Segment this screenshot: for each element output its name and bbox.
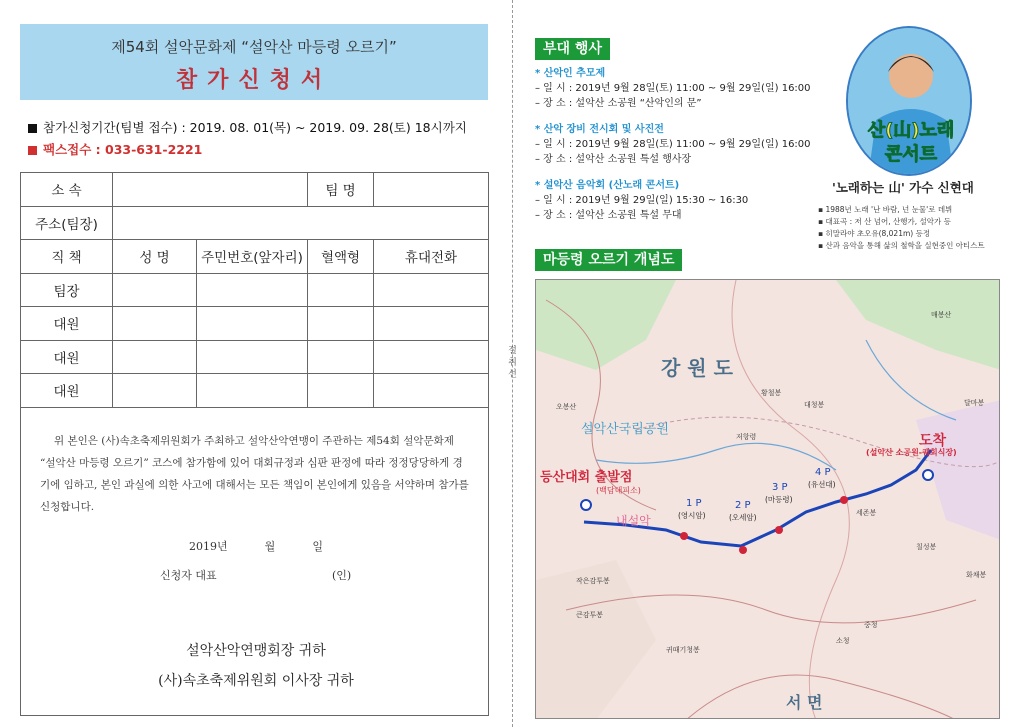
finish-sublabel: (설악산 소공원-퀘회식장) [866,448,957,457]
cp1-sublabel: (영시암) [678,511,706,520]
profile-text: 1988년 노래 '난 바람, 넌 눈물'로 데뷔 [825,205,953,214]
map-header: 마등령 오르기 개념도 [535,249,682,271]
affiliation-label: 소 속 [21,173,113,207]
fold-label: 절 취 선 [506,345,516,378]
peak-label: 소청 [836,637,850,645]
name-field[interactable] [113,273,197,307]
concert-badge-1: 산(山)노래 [867,120,955,141]
peak-label: 달마봉 [964,399,985,407]
finish-marker-icon [923,470,933,480]
team-name-label: 팀 명 [308,173,374,207]
cp3-sublabel: (마등령) [765,495,793,504]
event-time: – 일 시 : 2019년 9월 28일(토) 11:00 ~ 9월 29일(일) 16:00 [535,83,811,94]
table-row [21,340,489,374]
fax-text: 팩스접수 : 033-631-2221 [43,142,203,157]
cp3-label: 3 P [772,482,788,493]
peak-label: 중청 [864,621,878,629]
singer-profile [818,204,985,252]
name-field[interactable] [113,307,197,341]
peak-label: 큰감투봉 [576,611,604,619]
square-bullet-icon [28,146,37,155]
col-blood: 혈액형 [308,240,374,274]
concert-badge-2: 콘서트 [884,144,938,165]
events-header: 부대 행사 [535,38,610,60]
id-field[interactable] [197,374,308,408]
applicant-label: 신청자 대표 [160,569,217,582]
peak-label: 매봉산 [931,311,952,319]
role-cell: 팀장 [21,273,113,307]
table-row [21,374,489,408]
role-cell: 대원 [21,340,113,374]
cp1-label: 1 P [686,498,702,509]
profile-text: 산과 음악을 통해 삶의 철학을 실현중인 아티스트 [825,241,985,250]
role-cell: 대원 [21,374,113,408]
event-title: * 설악산 음악회 (산노래 콘서트) [535,180,680,191]
col-role: 직 책 [21,240,113,274]
peak-label: 세존봉 [856,509,877,517]
pledge-text: 위 본인은 (사)속초축제위원회가 주최하고 설악산악연맹이 주관하는 제54회 설악문화제 “설악산 마등령 오르기” 코스에 참가함에 있어 대회규정과 심판 판정에 따라 정정당당하게 경기에 임하고, 본인 과실에 의한 사고에 대해서는 모든 책임이 본인에게 있음을 서약하며 참가를 신청합니다. [40,435,469,513]
checkpoint-3-icon [775,526,783,534]
cp4-label: 4 P [815,467,831,478]
id-field[interactable] [197,307,308,341]
peak-label: 저항령 [736,433,757,441]
peak-label: 귀때기청봉 [666,646,700,654]
event-title: * 산악인 추모제 [535,68,606,79]
cp2-sublabel: (오세암) [729,513,757,522]
col-phone: 휴대전화 [374,240,489,274]
application-period-text: 참가신청기간(팀별 접수) : 2019. 08. 01(목) ~ 2019. 09. 28(토) 18시까지 [43,120,467,135]
team-name-field[interactable] [374,173,489,207]
event-time: – 일 시 : 2019년 9월 29일(일) 15:30 ~ 16:30 [535,195,749,206]
col-name: 성 명 [113,240,197,274]
event-place: – 장 소 : 설악산 소공원 특설 행사장 [535,154,692,165]
profile-item: ▪ 히말라야 초오유(8,021m) 등정 [818,229,931,238]
blood-field[interactable] [308,374,374,408]
singer-photo [846,26,972,176]
event-item [535,66,811,111]
fax-info [28,140,202,158]
singer-name: '노래하는 山' 가수 신현대 [832,180,974,195]
phone-field[interactable] [374,307,489,341]
profile-text: 히말라야 초오유(8,021m) 등정 [825,229,931,238]
peak-label: 오봉산 [556,403,577,411]
date-year: 2019년 [189,540,228,553]
start-label: 등산대회 출발점 [540,470,633,485]
recipient-1: 설악산악연맹회장 귀하 [186,643,326,659]
blood-field[interactable] [308,273,374,307]
title-box [20,24,488,100]
peak-label: 대청봉 [804,401,825,409]
id-field[interactable] [197,340,308,374]
cp2-label: 2 P [735,500,751,511]
peak-label: 작은감투봉 [576,577,610,585]
event-time: – 일 시 : 2019년 9월 28일(토) 11:00 ~ 9월 29일(일) 16:00 [535,139,811,150]
course-map [535,279,1000,719]
blood-field[interactable] [308,307,374,341]
event-item [535,122,811,167]
event-title: * 산악 장비 전시회 및 사진전 [535,124,664,135]
table-row [21,307,489,341]
region-label: 강 원 도 [661,356,733,380]
south-region-label: 서 면 [786,693,823,712]
start-sublabel: (백담대피소) [596,486,641,495]
phone-field[interactable] [374,374,489,408]
peak-label: 칠성봉 [916,543,937,551]
park-label: 설악산국립공원 [581,422,669,437]
date-day: 일 [312,540,323,553]
address-label: 주소(팀장) [21,206,113,240]
profile-item: ▪ 1988년 노래 '난 바람, 넌 눈물'로 데뷔 [818,205,953,214]
application-table [20,172,489,408]
profile-item: ▪ 대표곡 : 저 산 넘어, 산행가, 설악가 등 [818,217,951,226]
event-place: – 장 소 : 설악산 소공원 특설 무대 [535,210,682,221]
checkpoint-4-icon [840,496,848,504]
id-field[interactable] [197,273,308,307]
event-item [535,178,748,223]
inner-label: 내설악 [616,514,651,528]
phone-field[interactable] [374,340,489,374]
affiliation-field[interactable] [113,173,308,207]
profile-item: ▪ 산과 음악을 통해 삶의 철학을 실현중인 아티스트 [818,241,985,250]
address-field[interactable] [113,206,489,240]
name-field[interactable] [113,374,197,408]
signature-date [0,538,512,554]
event-place: – 장 소 : 설악산 소공원 “산악인의 문” [535,98,702,109]
square-bullet-icon [28,124,37,133]
checkpoint-1-icon [680,532,688,540]
finish-label: 도착 [919,433,947,449]
peak-label: 화채봉 [966,571,987,579]
form-subtitle: 제54회 설악문화제 “설악산 마등령 오르기” [111,38,397,56]
start-marker-icon [581,500,591,510]
col-id: 주민번호(앞자리) [197,240,308,274]
checkpoint-2-icon [739,546,747,554]
date-month: 월 [264,540,276,553]
name-field[interactable] [113,340,197,374]
form-title: 참가신청서 [175,68,333,93]
recipient-2: (사)속초축제위원회 이사장 귀하 [158,673,354,689]
blood-field[interactable] [308,340,374,374]
phone-field[interactable] [374,273,489,307]
peak-label: 황철봉 [761,389,782,397]
cp4-sublabel: (유선대) [808,480,836,489]
seal-label: (인) [332,569,352,582]
profile-text: 대표곡 : 저 산 넘어, 산행가, 설악가 등 [825,217,951,226]
table-row [21,273,489,307]
role-cell: 대원 [21,307,113,341]
application-period [28,118,467,136]
